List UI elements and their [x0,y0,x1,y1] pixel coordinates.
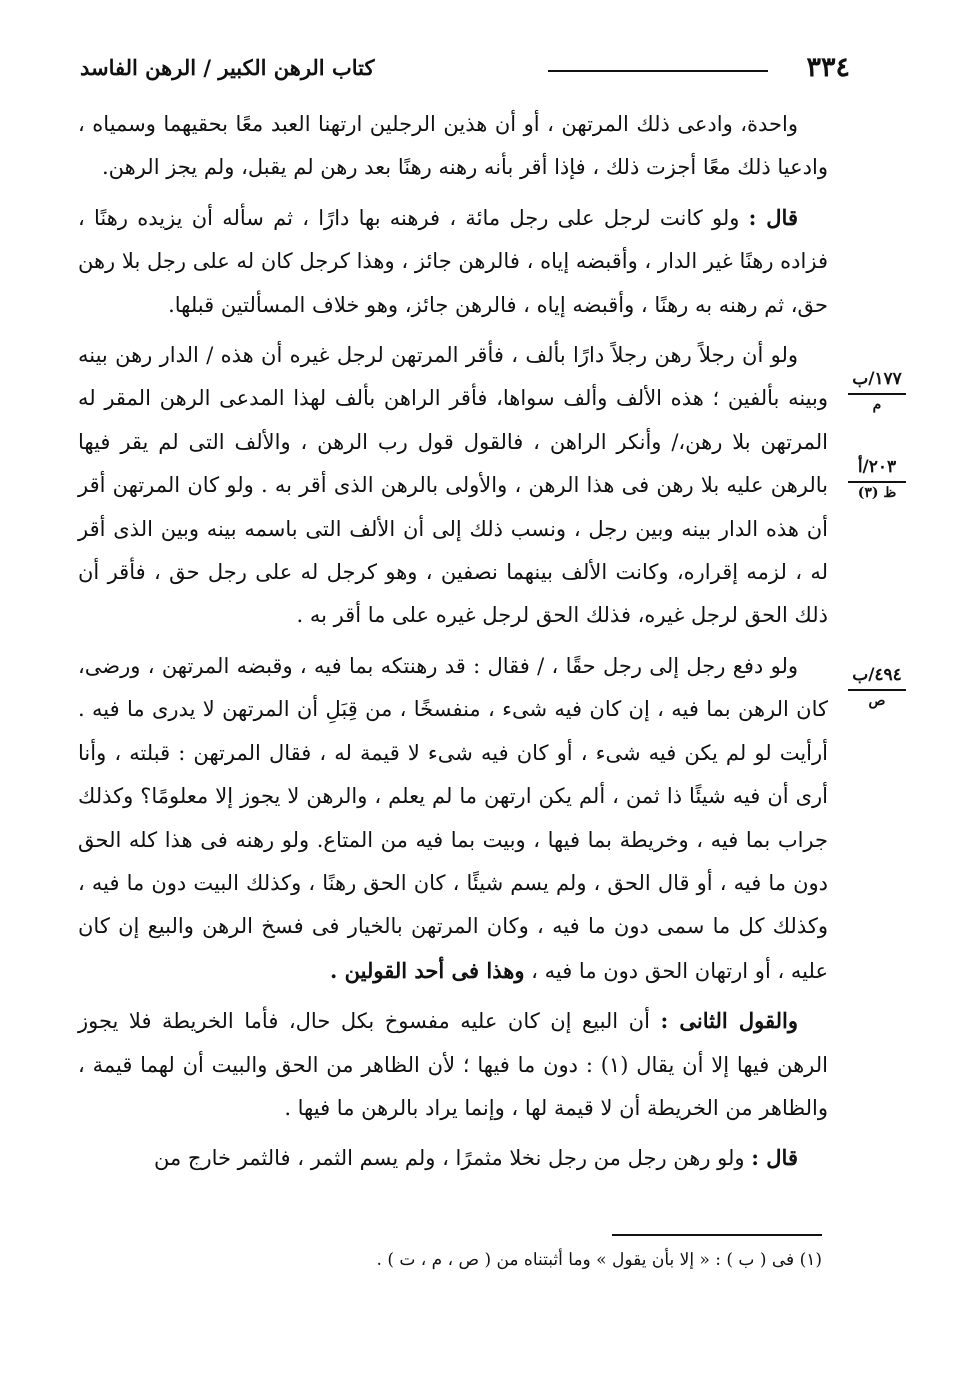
paragraph-3 [78,333,828,638]
margin-note-source: م [872,397,882,413]
paragraph-emphasis: وهذا فى أحد القولين . [330,957,525,983]
body-text [78,102,828,1187]
running-title: كتاب الرهن الكبير / الرهن الفاسد [80,55,375,80]
paragraph-5 [78,999,828,1130]
paragraph-lead: والقول الثانى : [660,1008,798,1034]
footnote: (١) فى ( ب ) : « إلا بأن يقول » وما أثبتناه من ( ص ، م ، ت ) . [376,1250,822,1270]
margin-note-1 [848,368,906,414]
paragraph-6 [78,1136,828,1180]
paragraph-1 [78,102,828,190]
paragraph-text: ولو أن رجلاً رهن رجلاً دارًا بألف ، فأقر المرتهن لرجل غيره أن هذه / الدار رهن بينه وبينه بألفين ؛ هذه الألف وألف سواها، فأقر الراهن بألف لهذا المدعى الرهن المقر له المرتهن بلا رهن،/ وأنكر الراهن ، فالقول قول رب الرهن ، والألف التى لم يقر فيها بالرهن عليه بلا رهن فى هذا الرهن ، والأولى بالرهن الذى أقر به . ولو كان المرتهن أقر أن هذه الدار بينه وبين رجل ، ونسب ذلك إلى أن الألف التى باسمه بينه وبين الذى أقر له ، لزمه إقراره، وكانت الألف بينهما نصفين ، وهو كرجل له على رجل حق ، فأقر أن ذلك الحق لرجل غيره، فذلك الحق لرجل غيره على ما أقر به . [78,343,828,628]
paragraph-2 [78,196,828,327]
page-number: ٣٣٤ [806,52,850,83]
margin-note-source: ص [868,693,886,709]
margin-note-folio: ١٧٧/ب [848,368,906,395]
footnote-rule [612,1234,822,1236]
page-header [80,50,850,90]
paragraph-text: أن البيع إن كان عليه مفسوخ بكل حال، فأما الخريطة فلا يجوز الرهن فيها إلا أن يقال (١) : دون ما فيها ؛ لأن الظاهر من الحق والبيت أن لهما قيمة ، والظاهر من الخريطة أن لا قيمة لها ، وإنما يراد بالرهن ما فيها . [78,1009,828,1120]
margin-note-3 [848,664,906,710]
header-rule [548,70,768,72]
margin-note-folio: ٤٩٤/ب [848,664,906,691]
margin-note-folio: ٢٠٣/أ [848,456,906,483]
paragraph-text: ولو دفع رجل إلى رجل حقًا ، / فقال : قد رهنتكه بما فيه ، وقبضه المرتهن ، ورضى، كان الرهن بما فيه ، إن كان فيه شىء ، منفسخًا ، من قِبَلِ أن المرتهن لا يدرى ما فيه . أرأيت لو لم يكن فيه شىء ، أو كان فيه شىء لا قيمة له ، فقال المرتهن : قبلته ، وأنا أرى أن فيه شيئًا ذا ثمن ، ألم يكن ارتهن ما لم يعلم ، والرهن لا يجوز إلا معلومًا؟ وكذلك جراب بما فيه ، وخريطة بما فيها ، وبيت بما فيه من المتاع. ولو رهنه فى هذا كله الحق دون ما فيه ، أو قال الحق ، ولم يسم شيئًا ، كان الحق رهنًا ، وكذلك البيت دون ما فيه ، وكذلك كل ما سمى دون ما فيه ، وكان المرتهن بالخيار فى فسخ الرهن والبيع إن كان عليه ، أو ارتهان الحق دون ما فيه ، [78,653,828,983]
paragraph-lead: قال : [748,204,798,230]
paragraph-text: ولو كانت لرجل على رجل مائة ، فرهنه بها دارًا ، ثم سأله أن يزيده رهنًا ، فزاده رهنًا غير الدار ، وأقبضه إياه ، فالرهن جائز ، وهذا كرجل كان له على رجل بلا رهن حق، ثم رهنه به رهنًا ، وأقبضه إياه ، فالرهن جائز، وهو خلاف المسألتين قبلها. [78,205,828,317]
paragraph-4 [78,644,828,993]
margin-note-2 [848,456,906,502]
paragraph-text: واحدة، وادعى ذلك المرتهن ، أو أن هذين الرجلين ارتهنا العبد معًا بحقيهما وسمياه ، وادعيا ذلك معًا أجزت ذلك ، فإذا أقر بأنه رهنه رهنًا بعد رهن لم يقبل، ولم يجز الرهن. [78,112,828,180]
margin-note-source: ظ (٣) [857,485,897,501]
paragraph-lead: قال : [751,1145,798,1171]
paragraph-text: ولو رهن رجل من رجل نخلا مثمرًا ، ولم يسم الثمر ، فالثمر خارج من [154,1146,752,1171]
